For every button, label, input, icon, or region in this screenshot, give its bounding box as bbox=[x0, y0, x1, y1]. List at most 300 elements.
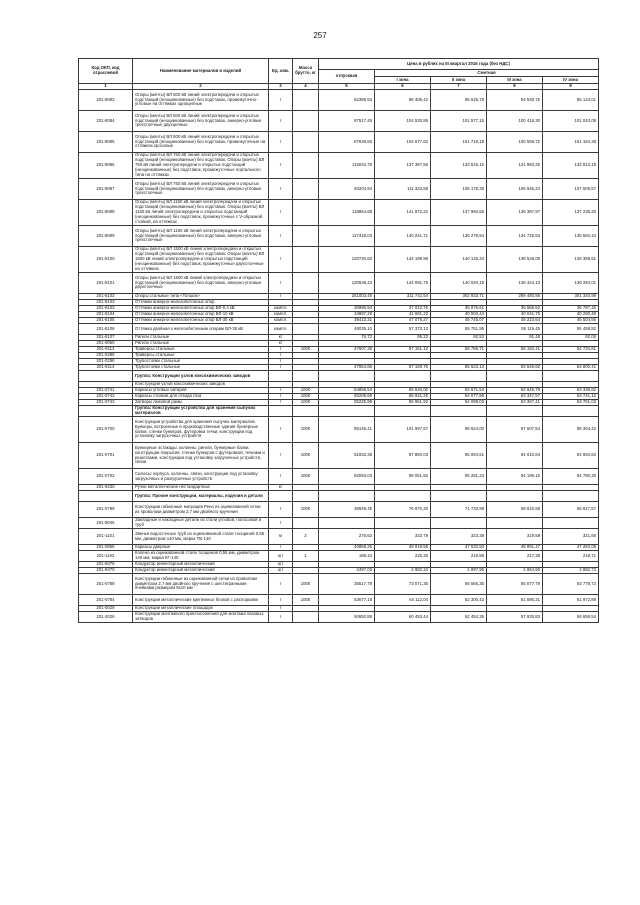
cell-name: Опоры (мачты) ВЛ 1500 кВ линий электропередачи и открытых подстанций (неоцинкованные) без подставок, анкерно-угловые двухстоечные bbox=[133, 273, 269, 294]
cell-unit: т bbox=[269, 574, 293, 595]
cell-unit: компл. bbox=[269, 306, 293, 312]
cell-mass bbox=[293, 273, 319, 294]
cell-code: 201-8103 bbox=[79, 306, 133, 312]
cell-price-zone-4: 94 594,82 bbox=[543, 443, 599, 469]
cell-price-zone-3: 91,48 bbox=[487, 335, 543, 341]
cell-price-zone-2: 55 756,71 bbox=[431, 347, 487, 353]
cell-mass bbox=[293, 518, 319, 529]
cell-price-zone-2: 35 976,61 bbox=[431, 306, 487, 312]
cell-price-otpusknaya: 53677,18 bbox=[319, 595, 375, 606]
cell-mass: 1000 bbox=[293, 595, 319, 606]
cell-price-zone-3: 94 530,76 bbox=[487, 90, 543, 111]
cell-price-zone-2: 219,86 bbox=[431, 551, 487, 562]
cell-price-zone-1: 41 681,22 bbox=[375, 312, 431, 318]
cell-code: 201-8105 bbox=[79, 318, 133, 324]
cell-price-otpusknaya: 87517,45 bbox=[319, 111, 375, 132]
table-row bbox=[79, 179, 599, 200]
cell-unit: т bbox=[269, 400, 293, 406]
cell-price-zone-4: 94 780,30 bbox=[543, 469, 599, 485]
table-row bbox=[79, 273, 599, 294]
cell-code: 201-9370 bbox=[79, 568, 133, 574]
cell-mass bbox=[293, 111, 319, 132]
cell-price-otpusknaya: 120639,43 bbox=[319, 273, 375, 294]
cell-mass bbox=[293, 247, 319, 273]
cell-price-zone-4: 63 336,82 bbox=[543, 388, 599, 394]
cell-price-zone-4: 107 609,57 bbox=[543, 179, 599, 200]
cell-code: 201-0029 bbox=[79, 606, 133, 612]
cell-price-zone-4: 98 304,42 bbox=[543, 417, 599, 443]
cell-unit: компл. bbox=[269, 312, 293, 318]
cell-price-zone-4: 66 817,57 bbox=[543, 502, 599, 518]
cell-price-zone-4: 218,71 bbox=[543, 551, 599, 562]
cell-price-zone-3: 138 528,09 bbox=[487, 247, 543, 273]
cell-price-zone-2: 68 566,35 bbox=[431, 574, 487, 595]
cell-price-zone-4: 132 813,18 bbox=[543, 153, 599, 179]
cell-price-zone-2: 64 098,03 bbox=[431, 400, 487, 406]
cell-price-zone-4: 45 504,56 bbox=[543, 318, 599, 324]
cell-price-zone-4: 135 562,44 bbox=[543, 226, 599, 247]
cell-price-otpusknaya: 47864,86 bbox=[319, 365, 375, 371]
cell-price-zone-3: 63 347,57 bbox=[487, 394, 543, 400]
cell-price-zone-3: 63 367,41 bbox=[487, 400, 543, 406]
cell-code bbox=[79, 491, 133, 502]
cell-name: Опоры (мачты) ВЛ 1500 кВ линий электропередачи и открытых подстанций (неоцинкованные) без подставок. Опоры (мачты) ВЛ 1500 кВ линий электропередачи и открытых подстанций (неоцинкованные) без подставок, промежуточные двухстоечные на оттяжках bbox=[133, 247, 269, 273]
table-row bbox=[79, 200, 599, 226]
cell-price-zone-1: 48 918,58 bbox=[375, 545, 431, 551]
price-table-body bbox=[79, 90, 599, 623]
cell-price-otpusknaya: 120730,83 bbox=[319, 247, 375, 273]
col-index: 7 bbox=[431, 84, 487, 90]
cell-unit: т bbox=[269, 612, 293, 623]
cell-price-zone-1: 65 520,00 bbox=[375, 388, 431, 394]
cell-price-zone-4: 55 458,82 bbox=[543, 324, 599, 335]
table-row bbox=[79, 417, 599, 443]
col-index: 9 bbox=[543, 84, 599, 90]
cell-price-zone-1: 65 961,92 bbox=[375, 400, 431, 406]
cell-price-otpusknaya: 48035,10 bbox=[319, 324, 375, 335]
cell-code: 201-8098 bbox=[79, 200, 133, 226]
table-row bbox=[79, 469, 599, 485]
cell-price-zone-3: 94 010,84 bbox=[487, 443, 543, 469]
header-zone-2: II зона bbox=[431, 77, 487, 84]
cell-name: Группа: Прочие конструкции, материалы, изделия и детали bbox=[133, 491, 269, 502]
cell-code: 201-8113 bbox=[79, 347, 133, 353]
cell-mass: 1000 bbox=[293, 574, 319, 595]
cell-name: Конструкции металлические площадок bbox=[133, 606, 269, 612]
table-row bbox=[79, 574, 599, 595]
cell-price-zone-1 bbox=[375, 371, 431, 382]
header-code: Код ОКП, код отраслевой bbox=[79, 59, 133, 84]
cell-unit: т bbox=[269, 226, 293, 247]
cell-price-zone-3: 134 725,53 bbox=[487, 226, 543, 247]
cell-name: Конструкции монтажного приспособления для монтажа пазовых затворов bbox=[133, 612, 269, 623]
cell-name: Опоры (мачты) ВЛ 1150 кВ линий электропередачи и открытых подстанций (неоцинкованные) без подставок, анкерно-угловые трехстоечные bbox=[133, 226, 269, 247]
cell-code: 201-0788 bbox=[79, 574, 133, 595]
cell-price-zone-4 bbox=[543, 371, 599, 382]
price-table bbox=[78, 58, 599, 623]
cell-price-zone-1: 95,22 bbox=[375, 335, 431, 341]
cell-mass bbox=[293, 200, 319, 226]
cell-price-zone-3: 40 041,76 bbox=[487, 312, 543, 318]
cell-unit: шт bbox=[269, 551, 293, 562]
cell-price-otpusknaya: 189,44 bbox=[319, 551, 375, 562]
cell-mass: 1000 bbox=[293, 347, 319, 353]
cell-name: Конструкции габионные матрацев Рено из оцинкованной сетки из проволоки диаметром 2,7 мм двойного кручения bbox=[133, 502, 269, 518]
cell-price-zone-2: 64 077,86 bbox=[431, 394, 487, 400]
table-row bbox=[79, 443, 599, 469]
cell-price-zone-2: 136 278,94 bbox=[431, 226, 487, 247]
cell-price-otpusknaya: 55208,68 bbox=[319, 394, 375, 400]
cell-price-otpusknaya: 55225,99 bbox=[319, 400, 375, 406]
header-zone-1: I зона bbox=[375, 77, 431, 84]
cell-name: Силосы: корпуса, колонны, связи, конструкции под установку загрузочных и разгрузочных устройств bbox=[133, 469, 269, 485]
cell-unit: т bbox=[269, 273, 293, 294]
cell-price-zone-1: 47 075,27 bbox=[375, 318, 431, 324]
cell-unit: т bbox=[269, 443, 293, 469]
cell-price-zone-2: 302 933,71 bbox=[431, 294, 487, 300]
cell-unit: т bbox=[269, 417, 293, 443]
cell-name: Ригели стальные bbox=[133, 341, 269, 347]
col-index: 4 bbox=[293, 84, 319, 90]
cell-price-zone-3: 106 945,24 bbox=[487, 179, 543, 200]
table-row bbox=[79, 502, 599, 518]
cell-mass bbox=[293, 132, 319, 153]
cell-price-zone-4 bbox=[543, 491, 599, 502]
cell-price-otpusknaya: 93204,94 bbox=[319, 179, 375, 200]
cell-price-zone-1: 65 941,25 bbox=[375, 394, 431, 400]
cell-price-otpusknaya: 2497,03 bbox=[319, 568, 375, 574]
cell-name: Траверсы стальные bbox=[133, 347, 269, 353]
cell-name: Затворы люковой рамы bbox=[133, 400, 269, 406]
cell-code: 201-0742 bbox=[79, 394, 133, 400]
cell-price-otpusknaya: 38949,45 bbox=[319, 502, 375, 518]
cell-name: Закладные и накладные детали из стали угловой, полосовой и труб bbox=[133, 518, 269, 529]
cell-price-zone-2: 133 515,16 bbox=[431, 153, 487, 179]
cell-unit bbox=[269, 371, 293, 382]
cell-name: Трубостойки стальные bbox=[133, 365, 269, 371]
cell-code: 201-0784 bbox=[79, 595, 133, 606]
cell-code: 201-0701 bbox=[79, 443, 133, 469]
group-row bbox=[79, 406, 599, 417]
cell-code: 201-0700 bbox=[79, 417, 133, 443]
cell-price-otpusknaya: 39413,31 bbox=[319, 318, 375, 324]
cell-code: 201-0855 bbox=[79, 545, 133, 551]
cell-price-zone-2: 140 125,34 bbox=[431, 247, 487, 273]
cell-price-zone-1: 101 697,57 bbox=[375, 417, 431, 443]
cell-code: 201-8086 bbox=[79, 153, 133, 179]
cell-price-zone-3: 57 925,83 bbox=[487, 612, 543, 623]
cell-name: Опоры стальные типа «Топшок» bbox=[133, 294, 269, 300]
cell-price-otpusknaya: 82389,53 bbox=[319, 90, 375, 111]
table-row bbox=[79, 518, 599, 529]
cell-price-zone-3: 100 559,72 bbox=[487, 132, 543, 153]
cell-unit: кг bbox=[269, 485, 293, 491]
table-row bbox=[79, 247, 599, 273]
cell-unit: т bbox=[269, 502, 293, 518]
cell-code: 201-8084 bbox=[79, 111, 133, 132]
header-otpusknaya: отпускная bbox=[319, 70, 375, 84]
group-row bbox=[79, 371, 599, 382]
cell-price-zone-3: 35 566,52 bbox=[487, 306, 543, 312]
cell-mass bbox=[293, 90, 319, 111]
cell-price-zone-2: 55 751,95 bbox=[431, 324, 487, 335]
cell-price-zone-2: 47 532,93 bbox=[431, 545, 487, 551]
cell-code: 201-9376 bbox=[79, 562, 133, 568]
cell-price-zone-2: 55 623,13 bbox=[431, 365, 487, 371]
cell-mass bbox=[293, 406, 319, 417]
cell-price-zone-3: 319,58 bbox=[487, 529, 543, 545]
cell-name: Группа: Конструкции устройства для хранения сыпучих материалов bbox=[133, 406, 269, 417]
cell-unit: т bbox=[269, 545, 293, 551]
cell-price-otpusknaya bbox=[319, 491, 375, 502]
cell-name: Трубостойки стальные bbox=[133, 359, 269, 365]
cell-code: 201-0743 bbox=[79, 400, 133, 406]
cell-price-zone-3: 97 607,54 bbox=[487, 417, 543, 443]
cell-price-otpusknaya bbox=[319, 406, 375, 417]
table-row bbox=[79, 529, 599, 545]
cell-price-zone-1: 76 970,20 bbox=[375, 502, 431, 518]
cell-price-zone-4: 301 340,99 bbox=[543, 294, 599, 300]
cell-price-zone-1: 2 982,34 bbox=[375, 568, 431, 574]
cell-price-zone-2: 101 577,15 bbox=[431, 111, 487, 132]
cell-price-zone-2: 98 624,00 bbox=[431, 417, 487, 443]
cell-name: Оттяжки анкерно-железобетонных опор ВЛ-0,4 кВ bbox=[133, 306, 269, 312]
cell-unit: т bbox=[269, 394, 293, 400]
cell-price-otpusknaya: 261003,45 bbox=[319, 294, 375, 300]
cell-price-otpusknaya: 76,72 bbox=[319, 335, 375, 341]
cell-name: Ригели стальные bbox=[133, 335, 269, 341]
cell-price-zone-4: 54 734,81 bbox=[543, 347, 599, 353]
cell-name: Каркасы стояков для отвода газа bbox=[133, 394, 269, 400]
cell-unit: т bbox=[269, 90, 293, 111]
cell-code: 201-1102 bbox=[79, 551, 133, 562]
cell-price-zone-1: 111 323,59 bbox=[375, 179, 431, 200]
cell-name: Конструкции габионные из оцинкованной сетки из проволоки диаметром 2,7 мм двойного кручения с шестигранными ячейками размером 8х10 мм bbox=[133, 574, 269, 595]
cell-price-zone-1: 226,26 bbox=[375, 551, 431, 562]
cell-price-zone-1: 104 677,62 bbox=[375, 132, 431, 153]
cell-price-zone-3: 2 864,80 bbox=[487, 568, 543, 574]
cell-price-zone-3 bbox=[487, 518, 543, 529]
cell-mass: 1000 bbox=[293, 502, 319, 518]
cell-price-zone-3: 65 577,79 bbox=[487, 574, 543, 595]
cell-code: 201-8085 bbox=[79, 132, 133, 153]
cell-code bbox=[79, 406, 133, 417]
cell-name: Опоры (мачты) ВЛ 750 кВ линий электропередачи и открытых подстанций (неоцинкованные) без подставок. Опоры (мачты) ВЛ 750 кВ линий электропередачи и открытых подстанций (неоцинкованные) без подставок, промежуточные портального типа на оттяжках bbox=[133, 153, 269, 179]
cell-price-zone-2: 140 020,19 bbox=[431, 273, 487, 294]
cell-price-otpusknaya: 35517,78 bbox=[319, 574, 375, 595]
cell-price-zone-2: 2 897,96 bbox=[431, 568, 487, 574]
cell-price-otpusknaya: 47607,39 bbox=[319, 347, 375, 353]
cell-price-zone-1: 57 373,13 bbox=[375, 324, 431, 335]
cell-price-zone-4: 40 290,49 bbox=[543, 312, 599, 318]
cell-name: Оттяжки анкерно-железобетонных опор ВЛ-10 кВ bbox=[133, 312, 269, 318]
cell-code: 201-8097 bbox=[79, 179, 133, 200]
cell-mass: 2 bbox=[293, 529, 319, 545]
cell-unit: т bbox=[269, 518, 293, 529]
cell-price-zone-1: 57 169,76 bbox=[375, 365, 431, 371]
header-price-title: Цена в рублях на III квартал 2016 года (без НДС) bbox=[319, 59, 599, 70]
cell-mass: 1000 bbox=[293, 469, 319, 485]
cell-price-zone-1: 144 199,96 bbox=[375, 247, 431, 273]
cell-name: Оттяжки анкерно-железобетонных опор bbox=[133, 300, 269, 306]
cell-price-zone-3: 217,35 bbox=[487, 551, 543, 562]
cell-price-zone-4: 47 283,08 bbox=[543, 545, 599, 551]
cell-price-zone-4: 101 043,09 bbox=[543, 111, 599, 132]
cell-name: Опоры (мачты) ВЛ 750 кВ линий электропередачи и открытых подстанций (неоцинкованные) без подставок, анкерно-угловые трехстоечные bbox=[133, 179, 269, 200]
cell-price-zone-4: 95 123,01 bbox=[543, 90, 599, 111]
cell-price-otpusknaya bbox=[319, 371, 375, 382]
cell-price-zone-2: 40 503,44 bbox=[431, 312, 487, 318]
cell-price-otpusknaya: 275,62 bbox=[319, 529, 375, 545]
cell-price-zone-1: 37 022,75 bbox=[375, 306, 431, 312]
cell-price-otpusknaya: 117418,03 bbox=[319, 226, 375, 247]
cell-price-zone-1 bbox=[375, 406, 431, 417]
cell-unit bbox=[269, 406, 293, 417]
cell-code: 201-3026 bbox=[79, 612, 133, 623]
table-row bbox=[79, 595, 599, 606]
cell-name: Кондуктор инвентарный металлический bbox=[133, 562, 269, 568]
cell-unit: компл. bbox=[269, 324, 293, 335]
cell-price-zone-3: 61 590,31 bbox=[487, 595, 543, 606]
cell-price-zone-4: 63 741,12 bbox=[543, 394, 599, 400]
cell-name: Колено из оцинкованной стали толщиной 0,55 мм, диаметром 140 мм, марка КГ-140 bbox=[133, 551, 269, 562]
cell-price-zone-3: 46 991,47 bbox=[487, 545, 543, 551]
cell-price-zone-4: 63 761,03 bbox=[543, 400, 599, 406]
cell-price-zone-1: 97 860,03 bbox=[375, 443, 431, 469]
page-number: 257 bbox=[313, 31, 327, 40]
cell-code: 201-0702 bbox=[79, 469, 133, 485]
cell-price-zone-4: 139 388,61 bbox=[543, 247, 599, 273]
cell-unit: компл. bbox=[269, 318, 293, 324]
cell-price-zone-2: 95 094,61 bbox=[431, 443, 487, 469]
cell-unit: кг bbox=[269, 335, 293, 341]
cell-price-zone-3: 55 182,41 bbox=[487, 347, 543, 353]
table-row bbox=[79, 132, 599, 153]
cell-price-zone-1: 104 530,85 bbox=[375, 111, 431, 132]
table-row bbox=[79, 612, 599, 623]
cell-price-zone-4: 61 972,89 bbox=[543, 595, 599, 606]
header-name: Наименование материалов и изделий bbox=[133, 59, 269, 84]
cell-name: Конструкции металлические крепежных блоков с распорками bbox=[133, 595, 269, 606]
cell-unit: кг bbox=[269, 341, 293, 347]
cell-code: 201-8107 bbox=[79, 335, 133, 341]
header-unit: Ед. изм. bbox=[269, 59, 293, 84]
cell-name: Опоры (мачты) ВЛ 500 кВ линий электропередачи и открытых подстанций (неоцинкованные) без подставок, анкерно-угловые трехстоечные двухцепные bbox=[133, 111, 269, 132]
cell-code: 201-8100 bbox=[79, 247, 133, 273]
cell-price-zone-2: 45 745,07 bbox=[431, 318, 487, 324]
cell-mass bbox=[293, 226, 319, 247]
cell-price-otpusknaya: 118864,68 bbox=[319, 200, 375, 226]
cell-price-zone-4: 35 787,46 bbox=[543, 306, 599, 312]
header-zone-4: IV зона bbox=[543, 77, 599, 84]
cell-price-zone-3 bbox=[487, 371, 543, 382]
cell-price-otpusknaya: 85145,41 bbox=[319, 417, 375, 443]
cell-price-otpusknaya: 30996,94 bbox=[319, 306, 375, 312]
cell-price-zone-2 bbox=[431, 491, 487, 502]
cell-price-zone-2: 92,53 bbox=[431, 335, 487, 341]
cell-code: 201-8101 bbox=[79, 273, 133, 294]
cell-unit: т bbox=[269, 469, 293, 485]
cell-name: Ручки металлические нестандартные bbox=[133, 485, 269, 491]
cell-price-zone-2: 95 625,78 bbox=[431, 90, 487, 111]
cell-price-zone-1: 60 453,44 bbox=[375, 612, 431, 623]
cell-code: 201-8099 bbox=[79, 226, 133, 247]
cell-price-zone-2 bbox=[431, 406, 487, 417]
cell-price-zone-2 bbox=[431, 371, 487, 382]
cell-price-zone-4 bbox=[543, 406, 599, 417]
cell-price-zone-2: 71 733,99 bbox=[431, 502, 487, 518]
cell-code: 201-0285 bbox=[79, 353, 133, 359]
cell-code: 201-8104 bbox=[79, 312, 133, 318]
col-index: 2 bbox=[133, 84, 269, 90]
cell-price-zone-2: 101 719,19 bbox=[431, 132, 487, 153]
cell-price-zone-3 bbox=[487, 491, 543, 502]
cell-price-zone-4: 92,05 bbox=[543, 335, 599, 341]
cell-price-zone-4 bbox=[543, 518, 599, 529]
cell-unit: т bbox=[269, 365, 293, 371]
cell-price-zone-1: 140 241,71 bbox=[375, 226, 431, 247]
cell-price-zone-1 bbox=[375, 518, 431, 529]
cell-unit: т bbox=[269, 359, 293, 365]
cell-name: Опоры (мачты) ВЛ 1150 кВ линий электропередачи и открытых подстанций (неоцинкованные) без подставок. Опоры (мачты) ВЛ 1150 кВ линий электропередачи и открытых подстанций (неоцинкованные) без подставок, промежуточные с V-образной стойкой, на оттяжках bbox=[133, 200, 269, 226]
cell-price-zone-4: 139 284,01 bbox=[543, 273, 599, 294]
cell-mass: 1000 bbox=[293, 400, 319, 406]
cell-price-zone-4: 2 882,73 bbox=[543, 568, 599, 574]
cell-unit: т bbox=[269, 132, 293, 153]
cell-mass: 1000 bbox=[293, 394, 319, 400]
col-index: 5 bbox=[319, 84, 375, 90]
header-zone-3: III зона bbox=[487, 77, 543, 84]
cell-price-zone-4: 321,66 bbox=[543, 529, 599, 545]
table-row bbox=[79, 111, 599, 132]
cell-price-zone-2: 137 960,55 bbox=[431, 200, 487, 226]
cell-code: 201-9230 bbox=[79, 485, 133, 491]
header-mass: Масса брутто, кг bbox=[293, 59, 319, 84]
cell-price-zone-2: 108 178,35 bbox=[431, 179, 487, 200]
group-row bbox=[79, 491, 599, 502]
cell-price-zone-1 bbox=[375, 491, 431, 502]
cell-price-zone-3: 131 993,25 bbox=[487, 153, 543, 179]
cell-unit: т bbox=[269, 353, 293, 359]
cell-mass: 1 bbox=[293, 551, 319, 562]
cell-name: Опоры (мачты) ВЛ 500 кВ линий электропередачи и открытых подстанций (неоцинкованные) без подставок, промежуточно-угловые на оттяжках одноцепные bbox=[133, 90, 269, 111]
cell-price-zone-3: 62 945,78 bbox=[487, 388, 543, 394]
cell-price-zone-1: 73 571,35 bbox=[375, 574, 431, 595]
col-index: 8 bbox=[487, 84, 543, 90]
cell-name: Каркасы угловых батарей bbox=[133, 388, 269, 394]
cell-name: Бункерные эстакады: колонны, ригели, бункерные балки, конструкции покрытия, стенки бункеров с футеровкой, течками и решетками, конструкции под установку загрузочных устройств, связи bbox=[133, 443, 269, 469]
col-index: 1 bbox=[79, 84, 133, 90]
cell-price-zone-1: 141 972,22 bbox=[375, 200, 431, 226]
cell-mass bbox=[293, 324, 319, 335]
cell-code: 201-8106 bbox=[79, 324, 133, 335]
cell-name: Траверсы стальные bbox=[133, 353, 269, 359]
cell-price-otpusknaya: 82093,03 bbox=[319, 469, 375, 485]
cell-price-zone-4: 63 778,72 bbox=[543, 574, 599, 595]
cell-price-zone-1: 332,78 bbox=[375, 529, 431, 545]
cell-unit: т bbox=[269, 247, 293, 273]
cell-mass: 1000 bbox=[293, 417, 319, 443]
cell-price-zone-3: 299 480,85 bbox=[487, 294, 543, 300]
cell-price-zone-3: 138 424,13 bbox=[487, 273, 543, 294]
table-row bbox=[79, 551, 599, 562]
cell-unit: т bbox=[269, 294, 293, 300]
cell-price-zone-3: 68 610,59 bbox=[487, 502, 543, 518]
cell-price-zone-1: 137 367,56 bbox=[375, 153, 431, 179]
cell-name: Конструкции устройства для хранения сыпучих материалов. Бункеры, встроенные в производственные здания бункерные балки, стенки бункеров, футеровка течки, конструкции под установку загрузочных устройств bbox=[133, 417, 269, 443]
table-row bbox=[79, 90, 599, 111]
cell-code: 201-8046 bbox=[79, 518, 133, 529]
